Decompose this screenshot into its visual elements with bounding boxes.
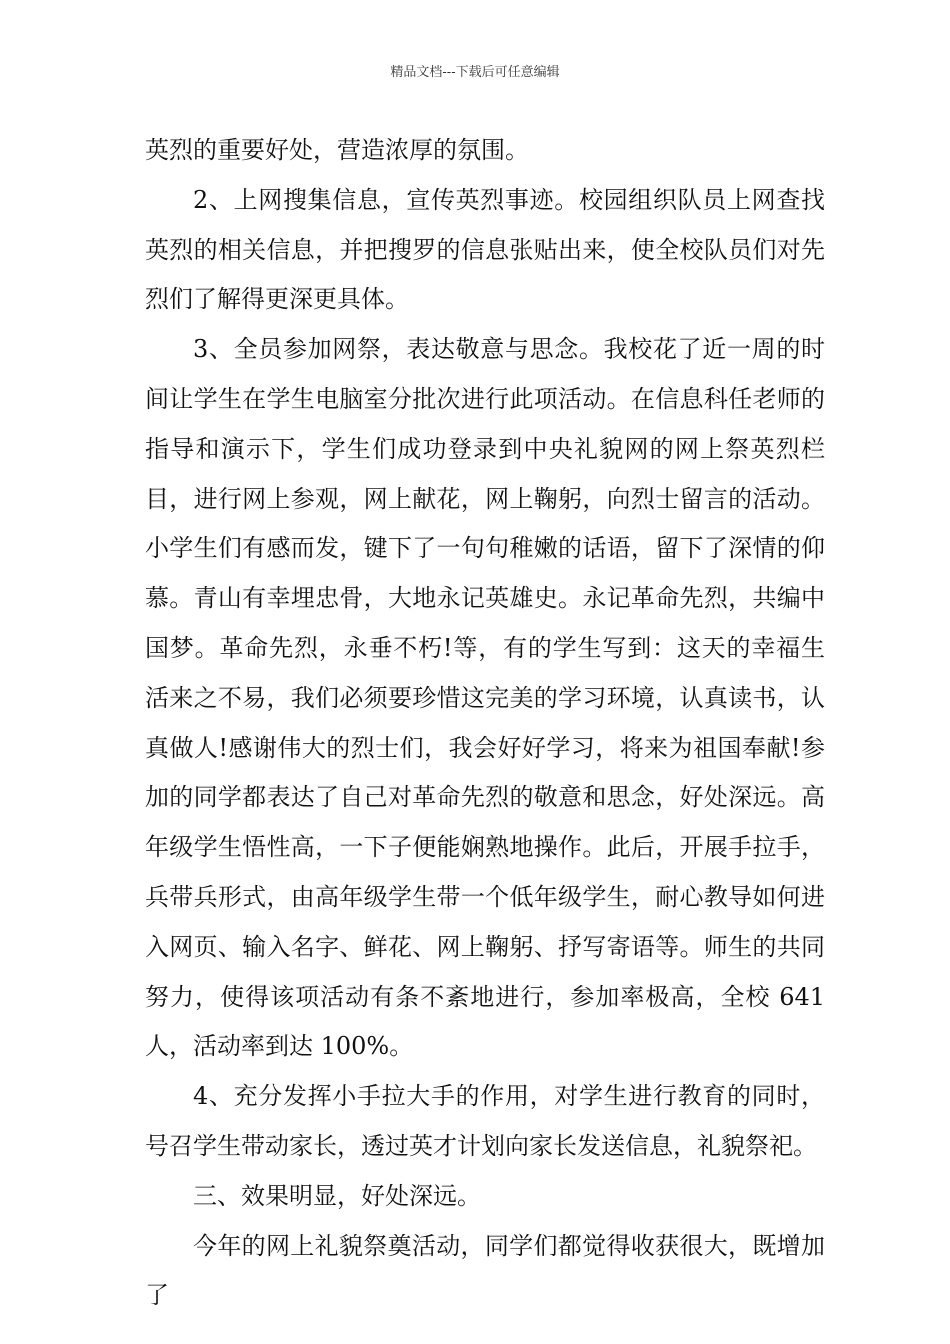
page-header: 精品文档---下载后可任意编辑	[390, 65, 560, 80]
paragraph-5: 三、效果明显，好处深远。	[193, 1181, 481, 1210]
document-body	[145, 126, 825, 1321]
paragraph-1: 英烈的重要好处，营造浓厚的氛围。	[145, 136, 529, 164]
paragraph-6: 今年的网上礼貌祭奠活动，同学们都觉得收获很大，既增加了	[145, 1231, 825, 1310]
paragraph-4: 4、充分发挥小手拉大手的作用，对学生进行教育的同时，号召学生带动家长，透过英才计划向家长发送信息，礼貌祭祀。	[145, 1082, 825, 1160]
paragraph-2: 2、上网搜集信息，宣传英烈事迹。校园组织队员上网查找英烈的相关信息，并把搜罗的信息张贴出来，使全校队员们对先烈们了解得更深更具体。	[145, 185, 825, 314]
paragraph-3: 3、全员参加网祭，表达敬意与思念。我校花了近一周的时间让学生在学生电脑室分批次进行此项活动。在信息科任老师的指导和演示下，学生们成功登录到中央礼貌网的网上祭英烈栏目，进行网上参观，网上献花，网上鞠躬，向烈士留言的活动。小学生们有感而发，键下了一句句稚嫩的话语，留下了深情的仰慕。青山有幸埋忠骨，大地永记英雄史。永记革命先烈，共编中国梦。革命先烈，永垂不朽!等，有的学生写到：这天的幸福生活来之不易，我们必须要珍惜这完美的学习环境，认真读书，认真做人!感谢伟大的烈士们，我会好好学习，将来为祖国奉献!参加的同学都表达了自己对革命先烈的敬意和思念，好处深远。高年级学生悟性高，一下子便能娴熟地操作。此后，开展手拉手，兵带兵形式，由高年级学生带一个低年级学生，耐心教导如何进入网页、输入名字、鲜花、网上鞠躬、抒写寄语等。师生的共同努力，使得该项活动有条不紊地进行，参加率极高，全校 641 人，活动率到达 100%。	[145, 335, 825, 1061]
